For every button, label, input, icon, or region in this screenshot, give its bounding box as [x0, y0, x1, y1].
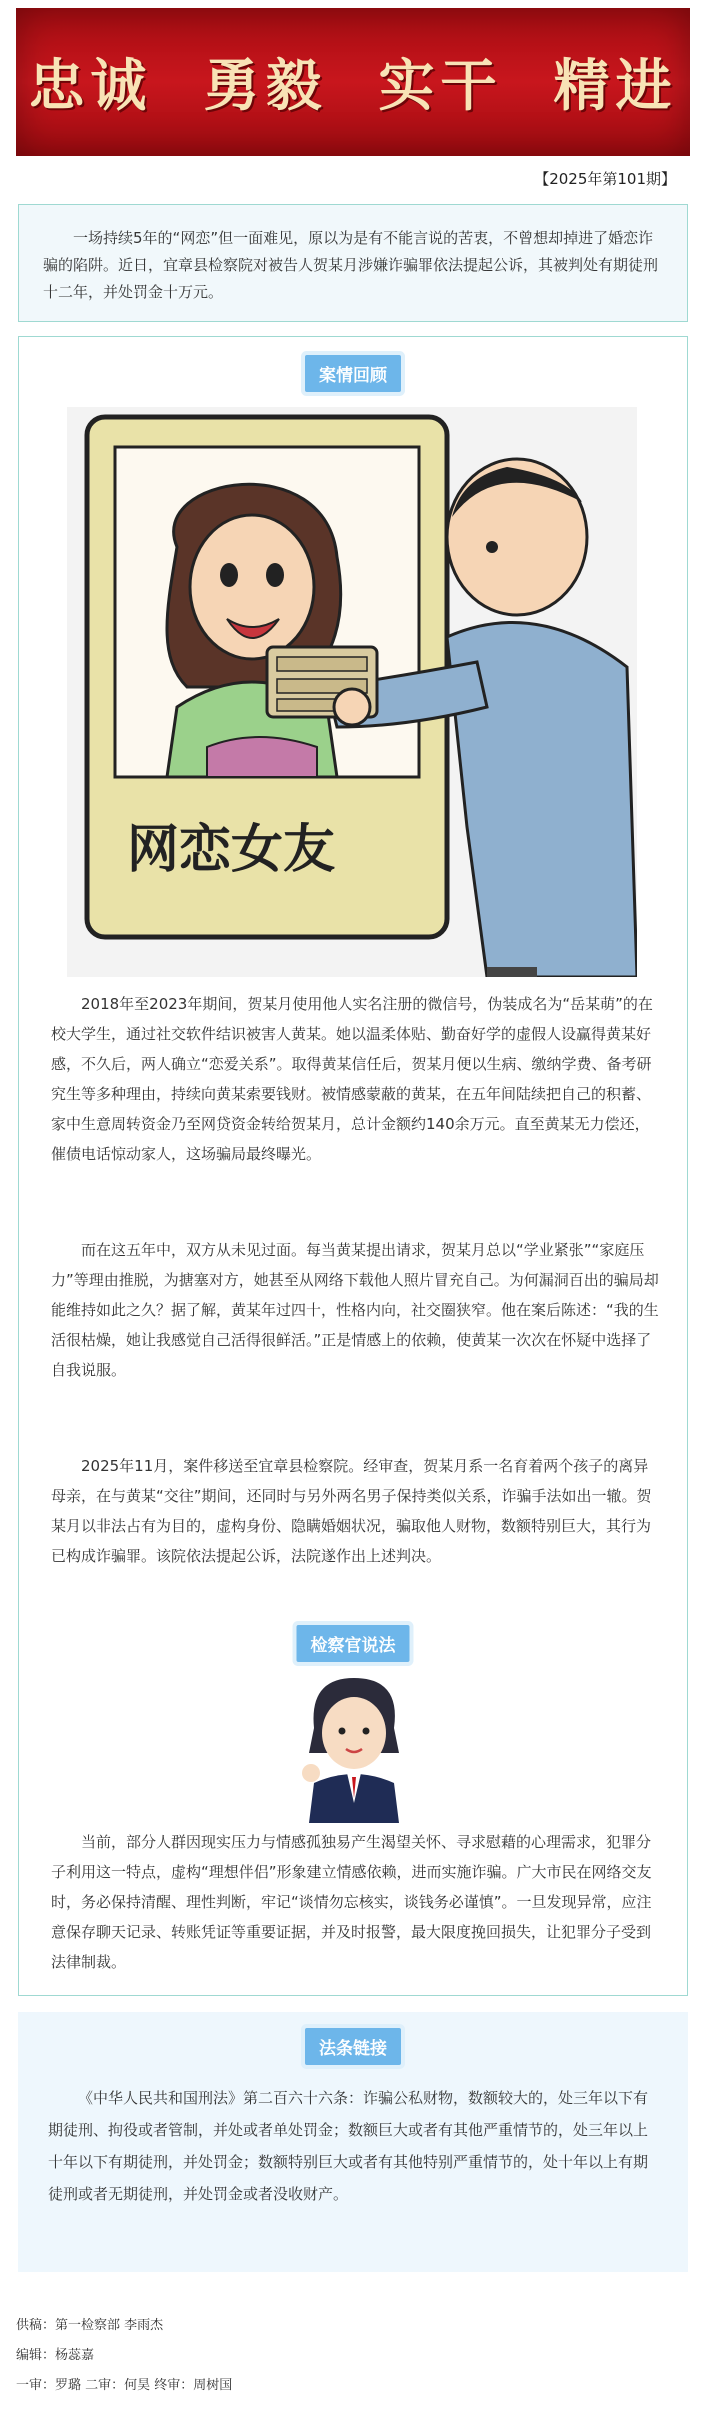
online-girlfriend-illustration [67, 407, 637, 977]
issue-number: 【2025年第101期】 [534, 170, 676, 188]
illustration-caption: 网恋女友 [127, 820, 336, 880]
footer-review: 一审：罗璐 二审：何昊 终审：周树国 [16, 2378, 233, 2393]
prosecutor-figure-icon [289, 1673, 419, 1823]
law-paragraph: 《中华人民共和国刑法》第二百六十六条：诈骗公私财物，数额较大的，处三年以下有期徒刑、拘役或者管制，并处或者单处罚金；数额巨大或者有其他严重情节的，处三年以上十年以下有期徒刑，并处罚金；数额特别巨大或者有其他特别严重情节的，处十年以上有期徒刑或者无期徒刑，并处罚金或者没收财产。 [48, 2089, 649, 2203]
case-review-tag: 案情回顾 [305, 355, 401, 392]
footer-source: 供稿：第一检察部 李雨杰 [16, 2318, 164, 2333]
prosecutor-paragraph: 当前，部分人群因现实压力与情感孤独易产生渴望关怀、寻求慰藉的心理需求，犯罪分子利用这一特点，虚构“理想伴侣”形象建立情感依赖，进而实施诈骗。广大市民在网络交友时，务必保持清醒、理性判断，牢记“谈情勿忘核实，谈钱务必谨慎”。一旦发现异常，应注意保存聊天记录、转账凭证等重要证据，并及时报警，最大限度挽回损失，让犯罪分子受到法律制裁。 [51, 1833, 652, 1971]
banner-slogan: 忠诚 勇毅 实干 精进 [28, 53, 678, 119]
footer-editor: 编辑：杨蕊嘉 [16, 2348, 95, 2363]
header-banner [16, 8, 690, 156]
case-paragraph-2: 而在这五年中，双方从未见过面。每当黄某提出请求，贺某月总以“学业紧张”“家庭压力”等理由推脱，为搪塞对方，她甚至从网络下载他人照片冒充自己。为何漏洞百出的骗局却能维持如此之久？据了解，黄某年过四十，性格内向，社交圈狭窄。他在案后陈述：“我的生活很枯燥，她让我感觉自己活得很鲜活。”正是情感上的依赖，使黄某一次次在怀疑中选择了自我说服。 [51, 1241, 659, 1379]
law-tag: 法条链接 [305, 2028, 401, 2065]
prosecutor-tag: 检察官说法 [297, 1625, 410, 1662]
prosecutor-avatar [289, 1673, 419, 1823]
case-paragraph-1: 2018年至2023年期间，贺某月使用他人实名注册的微信号，伪装成名为“岳某萌”的在校大学生，通过社交软件结识被害人黄某。她以温柔体贴、勤奋好学的虚假人设赢得黄某好感，不久后，两人确立“恋爱关系”。取得黄某信任后，贺某月便以生病、缴纳学费、备考研究生等多种理由，持续向黄某索要钱财。被情感蒙蔽的黄某，在五年间陆续把自己的积蓄、家中生意周转资金乃至网贷资金转给贺某月，总计金额约140余万元。直至黄某无力偿还，催债电话惊动家人，这场骗局最终曝光。 [51, 995, 653, 1163]
case-card [18, 336, 688, 1996]
lead-paragraph: 一场持续5年的“网恋”但一面难见，原以为是有不能言说的苦衷，不曾想却掉进了婚恋诈骗的陷阱。近日，宜章县检察院对被告人贺某月涉嫌诈骗罪依法提起公诉，其被判处有期徒刑十二年，并处罚金十万元。 [18, 204, 688, 322]
case-illustration [67, 407, 637, 977]
case-paragraph-3: 2025年11月，案件移送至宜章县检察院。经审查，贺某月系一名育着两个孩子的离异母亲，在与黄某“交往”期间，还同时与另外两名男子保持类似关系，诈骗手法如出一辙。贺某月以非法占有为目的，虚构身份、隐瞒婚姻状况，骗取他人财物，数额特别巨大，其行为已构成诈骗罪。该院依法提起公诉，法院遂作出上述判决。 [51, 1457, 652, 1565]
law-section [18, 2012, 688, 2272]
